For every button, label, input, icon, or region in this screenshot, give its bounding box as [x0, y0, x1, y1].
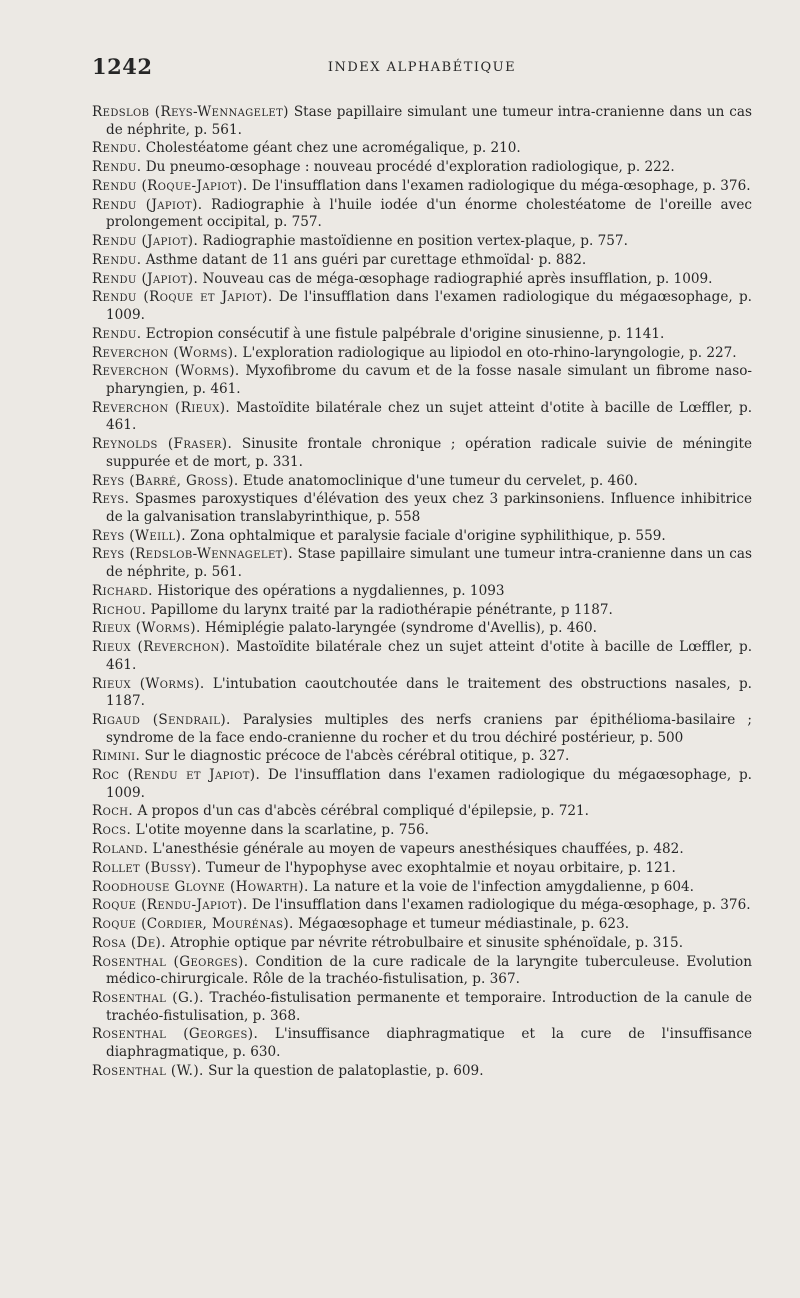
index-entry: [92, 252, 752, 270]
index-entry: [92, 935, 752, 953]
index-entry: [92, 1063, 752, 1081]
entry-text: Zona ophtalmique et paralysie faciale d'origine syphilithique, p. 559.: [190, 527, 666, 544]
index-entry: [92, 822, 752, 840]
index-entry: [92, 879, 752, 897]
entry-text: De l'insufflation dans l'examen radiologique du mégaœsophage, p. 1009.: [106, 767, 752, 801]
index-entry: [92, 602, 752, 620]
entry-author: Richou.: [92, 601, 147, 618]
index-entry: [92, 289, 752, 324]
entry-author: Rendu.: [92, 159, 142, 176]
index-entry: [92, 676, 752, 711]
entry-author: Reverchon (Worms).: [92, 363, 240, 380]
page-number: 1242: [92, 54, 153, 79]
entry-text: Sinusite frontale chronique ; opération radicale suivie de méningite suppurée et de mort, p. 331.: [106, 436, 753, 470]
index-entry: [92, 546, 752, 581]
entry-author: Reys (Redslob-Wennagelet).: [92, 546, 294, 563]
entry-author: Rollet (Bussy).: [92, 859, 202, 876]
entry-author: Richard.: [92, 582, 153, 599]
entry-author: Rimini.: [92, 748, 141, 765]
index-entry: [92, 712, 752, 747]
index-entry: [92, 178, 752, 196]
entry-text: Trachéo-fistulisation permanente et temporaire. Introduction de la canule de trachéo-fistulisation, p. 368.: [106, 990, 753, 1024]
entry-author: Rigaud (Sendrail).: [92, 711, 231, 728]
entry-author: Rendu (Roque-Japiot).: [92, 177, 248, 194]
entry-author: Rocs.: [92, 822, 132, 839]
entry-author: Roch.: [92, 803, 134, 820]
entry-text: L'anesthésie générale au moyen de vapeurs anesthésiques chauffées, p. 482.: [152, 841, 684, 857]
index-entry: [92, 104, 752, 139]
entry-author: Reys (Barré, Gross).: [92, 472, 239, 489]
entry-text: De l'insufflation dans l'examen radiologique du méga-œsophage, p. 376.: [251, 177, 751, 194]
entry-author: Reynolds (Fraser).: [92, 436, 233, 453]
entry-text: Hémiplégie palato-laryngée (syndrome d'Avellis), p. 460.: [205, 620, 598, 637]
entry-text: A propos d'un cas d'abcès cérébral compliqué d'épilepsie, p. 721.: [137, 803, 589, 820]
entry-author: Reys.: [92, 491, 130, 508]
index-entry: [92, 748, 752, 766]
index-entry: [92, 528, 752, 546]
entry-text: L'exploration radiologique au lipiodol en oto-rhino-laryngologie, p. 227.: [242, 344, 737, 361]
index-entry: [92, 436, 752, 471]
index-entry: [92, 473, 752, 491]
index-entry: [92, 954, 752, 989]
entry-author: Rieux (Worms).: [92, 620, 201, 637]
entry-text: Ectropion consécutif à une fistule palpébrale d'origine sinusienne, p. 1141.: [145, 325, 665, 342]
entry-text: L'otite moyenne dans la scarlatine, p. 756.: [135, 822, 429, 839]
index-entry: [92, 345, 752, 363]
entry-author: Reverchon (Worms).: [92, 344, 239, 361]
entry-text: Tumeur de l'hypophyse avec exophtalmie et noyau orbitaire, p. 121.: [205, 859, 676, 876]
entry-author: Reverchon (Rieux).: [92, 399, 231, 416]
entry-text: Radiographie mastoïdienne en position vertex-plaque, p. 757.: [202, 233, 628, 250]
index-entry: [92, 897, 752, 915]
entry-text: L'insuffisance diaphragmatique et la cure de l'insuffisance diaphragmatique, p. 630.: [106, 1026, 752, 1061]
index-entry: [92, 159, 752, 177]
index-entry: [92, 841, 752, 859]
entry-author: Rieux (Worms).: [92, 675, 205, 692]
entry-author: Roque (Cordier, Mourénas).: [92, 916, 294, 933]
entry-text: Nouveau cas de méga-œsophage radiographié après insufflation, p. 1009.: [202, 270, 713, 287]
index-entry: [92, 233, 752, 251]
entry-text: Sur le diagnostic précoce de l'abcès cérébral otitique, p. 327.: [144, 748, 570, 765]
index-entry: [92, 197, 752, 232]
entry-author: Rendu (Japiot).: [92, 233, 199, 250]
entry-text: Spasmes paroxystiques d'élévation des yeux chez 3 parkinsoniens. Influence inhibitrice de la galvanisation translabyrinthique, p. 558: [106, 491, 752, 525]
entry-author: Reys (Weill).: [92, 527, 186, 544]
entry-text: La nature et la voie de l'infection amygdalienne, p 604.: [313, 878, 694, 895]
entry-text: L'intubation caoutchoutée dans le traitement des obstructions nasales, p. 1187.: [106, 675, 753, 710]
entry-author: Rendu.: [92, 140, 142, 157]
page-header: [92, 54, 752, 82]
entry-author: Rendu (Japiot).: [92, 196, 203, 213]
entry-author: Rendu.: [92, 251, 142, 268]
entry-text: Etude anatomoclinique d'une tumeur du cervelet, p. 460.: [242, 472, 638, 489]
entry-text: Condition de la cure radicale de la laryngite tuberculeuse. Evolution médico-chirurgicale. Rôle de la trachéo-fistulisation, p. 367.: [106, 953, 752, 988]
entry-author: Roque (Rendu-Japiot).: [92, 897, 248, 914]
entry-text: Myxofibrome du cavum et de la fosse nasale simulant un fibrome naso-pharyngien, p. 461.: [106, 363, 753, 397]
index-entry: [92, 639, 752, 674]
index-entry: [92, 363, 752, 398]
entry-author: Rosenthal (Georges).: [92, 1026, 259, 1043]
entry-text: Mastoïdite bilatérale chez un sujet atteint d'otite à bacille de Lœffler, p. 461.: [106, 639, 753, 673]
entry-author: Redslob (Reys-Wennagelet): [92, 104, 289, 120]
entry-text: De l'insufflation dans l'examen radiologique du méga-œsophage, p. 376.: [251, 897, 751, 914]
entry-author: Roodhouse Gloyne (Howarth).: [92, 878, 309, 895]
entry-text: Atrophie optique par névrite rétrobulbaire et sinusite sphénoïdale, p. 315.: [170, 934, 684, 951]
index-entry: [92, 491, 752, 526]
entry-author: Rosa (De).: [92, 934, 166, 951]
entry-text: Historique des opérations a nygdaliennes, p. 1093: [157, 582, 505, 599]
entry-text: Radiographie à l'huile iodée d'un énorme cholestéatome de l'oreille avec prolongement occipital, p. 757.: [106, 196, 753, 231]
entry-author: Rosenthal (Georges).: [92, 953, 249, 970]
entry-text: Stase papillaire simulant une tumeur intra-cranienne dans un cas de néphrite, p. 561.: [106, 546, 752, 581]
index-entry: [92, 990, 752, 1025]
entry-text: Mastoïdite bilatérale chez un sujet atteint d'otite à bacille de Lœffler, p. 461.: [106, 399, 753, 434]
entry-author: Rendu.: [92, 325, 142, 342]
index-entry: [92, 860, 752, 878]
entry-author: Rosenthal (W.).: [92, 1062, 204, 1079]
index-entry: [92, 620, 752, 638]
index-entry: [92, 140, 752, 158]
index-entry: [92, 583, 752, 601]
entry-author: Rendu (Roque et Japiot).: [92, 289, 273, 306]
index-entry: [92, 803, 752, 821]
running-title: INDEX ALPHABÉTIQUE: [327, 60, 517, 75]
entry-text: Paralysies multiples des nerfs craniens par épithélioma-basilaire ; syndrome de la face endo-cranienne du rocher et du trou déchiré postérieur, p. 500: [106, 711, 752, 746]
index-entries: [92, 104, 752, 1082]
index-entry: [92, 767, 752, 802]
entry-author: Roc (Rendu et Japiot).: [92, 767, 261, 784]
index-entry: [92, 326, 752, 344]
entry-text: Sur la question de palatoplastie, p. 609.: [208, 1062, 484, 1079]
index-entry: [92, 916, 752, 934]
entry-text: De l'insufflation dans l'examen radiologique du mégaœsophage, p. 1009.: [106, 289, 753, 324]
index-entry: [92, 271, 752, 289]
index-entry: [92, 400, 752, 435]
entry-author: Rieux (Reverchon).: [92, 639, 231, 656]
entry-author: Roland.: [92, 841, 149, 857]
entry-text: Cholestéatome géant chez une acromégalique, p. 210.: [145, 140, 521, 157]
entry-text: Du pneumo-œsophage : nouveau procédé d'exploration radiologique, p. 222.: [145, 159, 675, 176]
entry-text: Papillome du larynx traité par la radiothérapie pénétrante, p 1187.: [150, 601, 613, 618]
entry-text: Asthme datant de 11 ans guéri par curettage ethmoïdal· p. 882.: [145, 251, 587, 268]
index-entry: [92, 1026, 752, 1061]
entry-author: Rosenthal (G.).: [92, 990, 204, 1007]
entry-author: Rendu (Japiot).: [92, 270, 199, 287]
entry-text: Stase papillaire simulant une tumeur intra-cranienne dans un cas de néphrite, p. 561.: [106, 104, 752, 138]
entry-text: Mégaœsophage et tumeur médiastinale, p. 623.: [298, 916, 630, 933]
